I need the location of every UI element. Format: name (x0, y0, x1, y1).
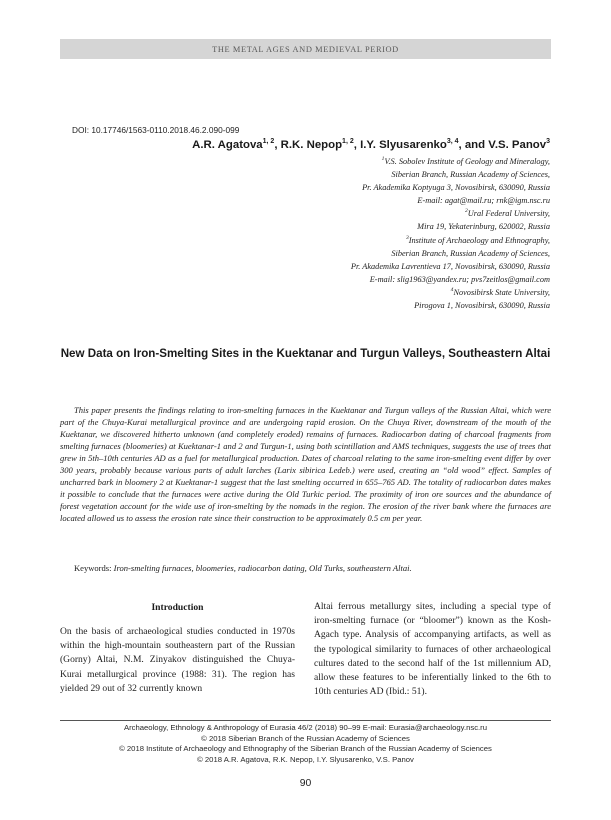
affiliation-line: Pr. Akademika Lavrentieva 17, Novosibirsk, 630090, Russia (350, 261, 550, 271)
footer-line: © 2018 Siberian Branch of the Russian Academy of Sciences (201, 733, 410, 743)
author: R.K. Nepop$^{1, 2}$, (280, 138, 361, 151)
section-header-band (60, 39, 551, 59)
introduction-heading: Introduction (151, 602, 204, 613)
author: I.Y. Slyusarenko$^{3, 4}$, and (360, 138, 489, 151)
affiliations (130, 155, 550, 312)
affiliation-line: E-mail: slig1963@yandex.ru; pvs7zeitlos@gmail.com (369, 274, 550, 284)
affiliation-line: $^2$Ural Federal University, (464, 208, 550, 219)
footer-line: © 2018 Institute of Archaeology and Ethnography of the Siberian Branch of the Russian Academy of Sciences (119, 744, 492, 754)
footer-line: © 2018 A.R. Agatova, R.K. Nepop, I.Y. Slyusarenko, V.S. Panov (197, 754, 414, 764)
footer-line: Archaeology, Ethnology & Anthropology of Eurasia 46/2 (2018) 90–99 E-mail: Eurasia@archaeology.nsc.ru (123, 723, 488, 732)
body-text-left-column: On the basis of archaeological studies conducted in 1970s within the high-mountain southeastern part of the Russian (Gorny) Altai, N.M. Zinyakov distinguished the Chuya-Kurai metallurgical province (1988: 31). The region has yielded 29 out of 32 currently known (60, 626, 295, 694)
affiliation-line: $^3$Institute of Archaeology and Ethnography, (405, 234, 550, 245)
author: V.S. Panov$^3$ (488, 138, 550, 151)
keywords-label: Keywords: (74, 563, 114, 573)
affiliation-line: $^4$Novosibirsk State University, (450, 287, 550, 297)
doi: DOI: 10.17746/1563-0110.2018.46.2.090-099 (72, 125, 240, 135)
affiliation-line: Pr. Akademika Koptyuga 3, Novosibirsk, 630090, Russia (362, 183, 550, 193)
author-list (192, 139, 550, 151)
affiliation-line: Siberian Branch, Russian Academy of Sciences, (391, 170, 550, 180)
author: A.R. Agatova$^{1, 2}$, (192, 138, 281, 151)
footer-divider (60, 720, 551, 721)
keywords-text: Iron-smelting furnaces, bloomeries, radiocarbon dating, Old Turks, southeastern Altai. (113, 563, 412, 573)
body-text-right-column: Altai ferrous metallurgy sites, including a special type of iron-smelting furnace (or “bloomer”) known as the Kosh-Agach type. Analysis of accompanying artifacts, as well as the typological similarity to furnaces of other archaeological cultures dated to the second half of the 1st millennium AD, allow these features to be inferentially linked to the 6th to 10th centuries AD (Ibid.: 51). (314, 601, 551, 698)
affiliation-line: E-mail: agat@mail.ru; rnk@igm.nsc.ru (417, 196, 550, 206)
section-header-text: THE METAL AGES AND MEDIEVAL PERIOD (212, 44, 399, 54)
article-title: New Data on Iron-Smelting Sites in the Kuektanar and Turgun Valleys, Southeastern Altai (60, 347, 551, 360)
copyright-footer (60, 723, 551, 765)
affiliation-line: Pirogova 1, Novosibirsk, 630090, Russia (414, 301, 550, 311)
affiliation-line: Mira 19, Yekaterinburg, 620002, Russia (417, 222, 550, 232)
keywords (74, 563, 551, 573)
abstract: This paper presents the findings relating to iron-smelting furnaces in the Kuektanar and Turgun valleys of the Russian Altai, which were part of the Chuya-Kurai metallurgical province and are undergoing rapid erosion. On the Chuya River, downstream of the mouth of the Kuektanar, we discovered hitherto unknown (and completely eroded) remains of furnaces. Radiocarbon dating of charcoal fragments from smelting furnaces (bloomeries) at Kuektanar-1 and 2 and Turgun-1, using both scintillation and AMS techniques, suggests the use of trees that grew in 5th–10th centuries AD as a fuel for metallurgical production. Dates of charcoal relating to the same iron-smelting event differ by over 300 years, probably because various parts of adult larches (Larix sibirica Ledeb.) were used, creating an “old wood” effect. Samples of uncharred bark in bloomery 2 at Kuektanar-1 suggest that the last smelting occurred in 655–765 AD. The totality of radiocarbon dates makes it possible to conclude that the furnaces were active during the Old Turkic period. The proximity of iron ore sources and the abundance of forest vegetation account for the wide use of iron-smelting by the nomads in the region. The erosion of the river bank where the furnaces are located allowed us to assess the erosion rate since their construction to be approximately 0.5 cm per year. (60, 405, 551, 523)
page-number: 90 (299, 778, 312, 789)
affiliation-line: Siberian Branch, Russian Academy of Sciences, (391, 248, 550, 258)
affiliation-line: $^1$V.S. Sobolev Institute of Geology and Mineralogy, (381, 156, 550, 166)
